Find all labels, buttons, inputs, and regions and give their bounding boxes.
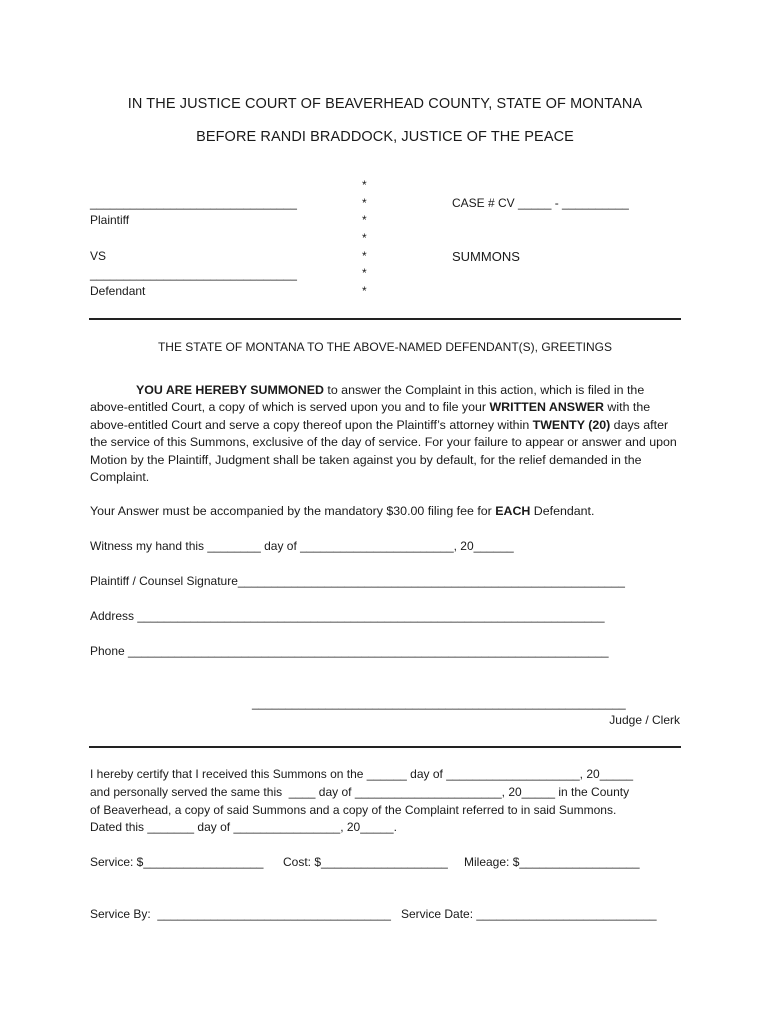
signature-line[interactable]: Plaintiff / Counsel Signature__________________________________________________________	[90, 574, 625, 588]
judge-clerk-label: Judge / Clerk	[609, 713, 680, 727]
caption-star: *	[362, 196, 367, 210]
summons-text: days after the service of this Summons, exclusive of the day of service. For your failure to appear or answer and upon Motion by the Plaintiff, Judgment shall be taken against you by default, for the relief demanded in the Complaint.	[90, 417, 677, 485]
caption-star: *	[362, 266, 367, 280]
each-bold: EACH	[495, 504, 531, 518]
judge-signature-line[interactable]: ________________________________________________________	[252, 696, 626, 710]
caption-star: *	[362, 231, 367, 245]
service-fee-field[interactable]: Service: $__________________	[90, 855, 264, 869]
plaintiff-label: Plaintiff	[90, 213, 130, 227]
written-answer-bold: WRITTEN ANSWER	[489, 400, 604, 415]
mileage-field[interactable]: Mileage: $__________________	[464, 855, 640, 869]
court-title: IN THE JUSTICE COURT OF BEAVERHEAD COUNTY, STATE OF MONTANA	[127, 96, 643, 112]
caption-star: *	[362, 178, 367, 192]
document-type: SUMMONS	[452, 249, 520, 264]
caption-star: *	[362, 249, 367, 263]
certificate-line: of Beaverhead, a copy of said Summons and a copy of the Complaint referred to in said Summons.	[90, 803, 617, 817]
twenty-days-bold: TWENTY (20)	[532, 417, 611, 432]
phone-line[interactable]: Phone ________________________________________________________________________	[90, 644, 609, 658]
service-by-field[interactable]: Service By: ___________________________________	[90, 907, 391, 921]
case-number-field[interactable]: CASE # CV _____ - __________	[452, 196, 629, 210]
vs-label: VS	[90, 249, 107, 263]
defendant-name-line[interactable]: _______________________________	[90, 267, 297, 281]
fee-text: Your Answer must be accompanied by the mandatory $30.00 filing fee for	[90, 504, 496, 518]
fee-notice	[90, 504, 594, 518]
summons-text: with the above-entitled Court and serve a copy thereof upon the Plaintiff’s attorney within	[90, 400, 651, 432]
greeting-line: THE STATE OF MONTANA TO THE ABOVE-NAMED DEFENDANT(S), GREETINGS	[157, 340, 613, 354]
defendant-label: Defendant	[90, 284, 146, 298]
certificate-line[interactable]: and personally served the same this ____ day of ______________________, 20_____ in the County	[90, 785, 630, 799]
certificate-line[interactable]: Dated this _______ day of ________________, 20_____.	[90, 820, 397, 834]
certificate-line[interactable]: I hereby certify that I received this Summons on the ______ day of ____________________, 20_____	[90, 767, 634, 781]
cost-field[interactable]: Cost: $___________________	[283, 855, 448, 869]
caption-star: *	[362, 213, 367, 227]
service-date-field[interactable]: Service Date: ___________________________	[401, 907, 657, 921]
judge-title: BEFORE RANDI BRADDOCK, JUSTICE OF THE PEACE	[196, 129, 574, 145]
plaintiff-name-line[interactable]: _______________________________	[90, 196, 297, 210]
caption-star: *	[362, 284, 367, 298]
summons-text: to answer the Complaint in this action, which is filed in the above-entitled Court, a copy of which is served upon you and to file your	[90, 383, 645, 415]
summoned-bold: YOU ARE HEREBY SUMMONED	[136, 383, 324, 397]
witness-date-line[interactable]: Witness my hand this ________ day of _______________________, 20______	[90, 539, 514, 553]
section-divider	[89, 318, 681, 320]
summons-paragraph	[90, 382, 682, 486]
fee-text: Defendant.	[530, 504, 595, 518]
address-line[interactable]: Address ______________________________________________________________________	[90, 609, 605, 623]
section-divider	[89, 746, 681, 748]
